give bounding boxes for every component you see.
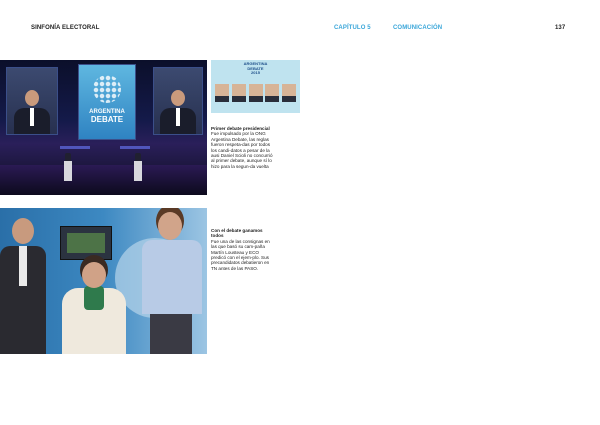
- candidate-right-figure: [160, 90, 196, 134]
- studio-monitor: [60, 226, 112, 260]
- man-in-blue-shirt-figure: [140, 208, 206, 354]
- center-screen-text: [79, 109, 135, 123]
- right-screen: [153, 67, 203, 135]
- chapter-label: CAPÍTULO 5: [334, 25, 371, 31]
- candidate-face: [249, 84, 263, 102]
- debate-stage-photo: [0, 60, 207, 195]
- candidate-faces: [215, 84, 296, 102]
- card-title-line1: ARGENTINA: [243, 61, 268, 66]
- podium: [64, 161, 72, 181]
- running-header-title: SINFONÍA ELECTORAL: [31, 25, 100, 31]
- caption-body: Fue una de las consignas en las que basó su cam-paña Martín Lousteau y ECO predicó con el ejem-plo. Sus precandidatos debatieron en TN antes de las PASO.: [211, 238, 270, 271]
- debate-card-thumbnail: [211, 60, 300, 113]
- stage-light: [60, 146, 90, 149]
- candidate-face: [282, 84, 296, 102]
- caption-title: Primer debate presidencial: [211, 126, 270, 131]
- card-title-line3: 2015: [251, 70, 260, 75]
- stage-light: [120, 146, 150, 149]
- screen-text-line2: DEBATE: [90, 115, 124, 124]
- caption-first-debate: [211, 126, 273, 169]
- candidate-face: [215, 84, 229, 102]
- podium: [134, 161, 142, 181]
- center-screen: [78, 64, 136, 140]
- screen-text-line1: ARGENTINA: [89, 109, 125, 115]
- candidate-left-figure: [14, 90, 50, 134]
- woman-with-scarf-figure: [62, 262, 126, 354]
- man-in-suit-figure: [0, 218, 46, 354]
- candidate-face: [265, 84, 279, 102]
- debate-logo-icon: [93, 75, 121, 103]
- page-number: 137: [555, 25, 566, 31]
- caption-body: Fue impulsado por la ONG Argentina Debate, las reglas fueron respeta-das por todos los candi-datos a pesar de la ausi Daniel Scioli no concurrió al primer debate, aunque sí lo hizo para la segun-da vuelta: [211, 131, 273, 169]
- card-title: [211, 62, 300, 76]
- stage-floor: [0, 165, 207, 195]
- caption-debate-we-win: [211, 228, 273, 271]
- section-label: COMUNICACIÓN: [393, 25, 443, 31]
- tv-studio-photo: [0, 208, 207, 354]
- card-title-line2: DEBATE: [247, 65, 264, 71]
- candidate-face: [232, 84, 246, 102]
- left-screen: [6, 67, 58, 135]
- caption-title: Con el debate ganamos todos: [211, 228, 263, 239]
